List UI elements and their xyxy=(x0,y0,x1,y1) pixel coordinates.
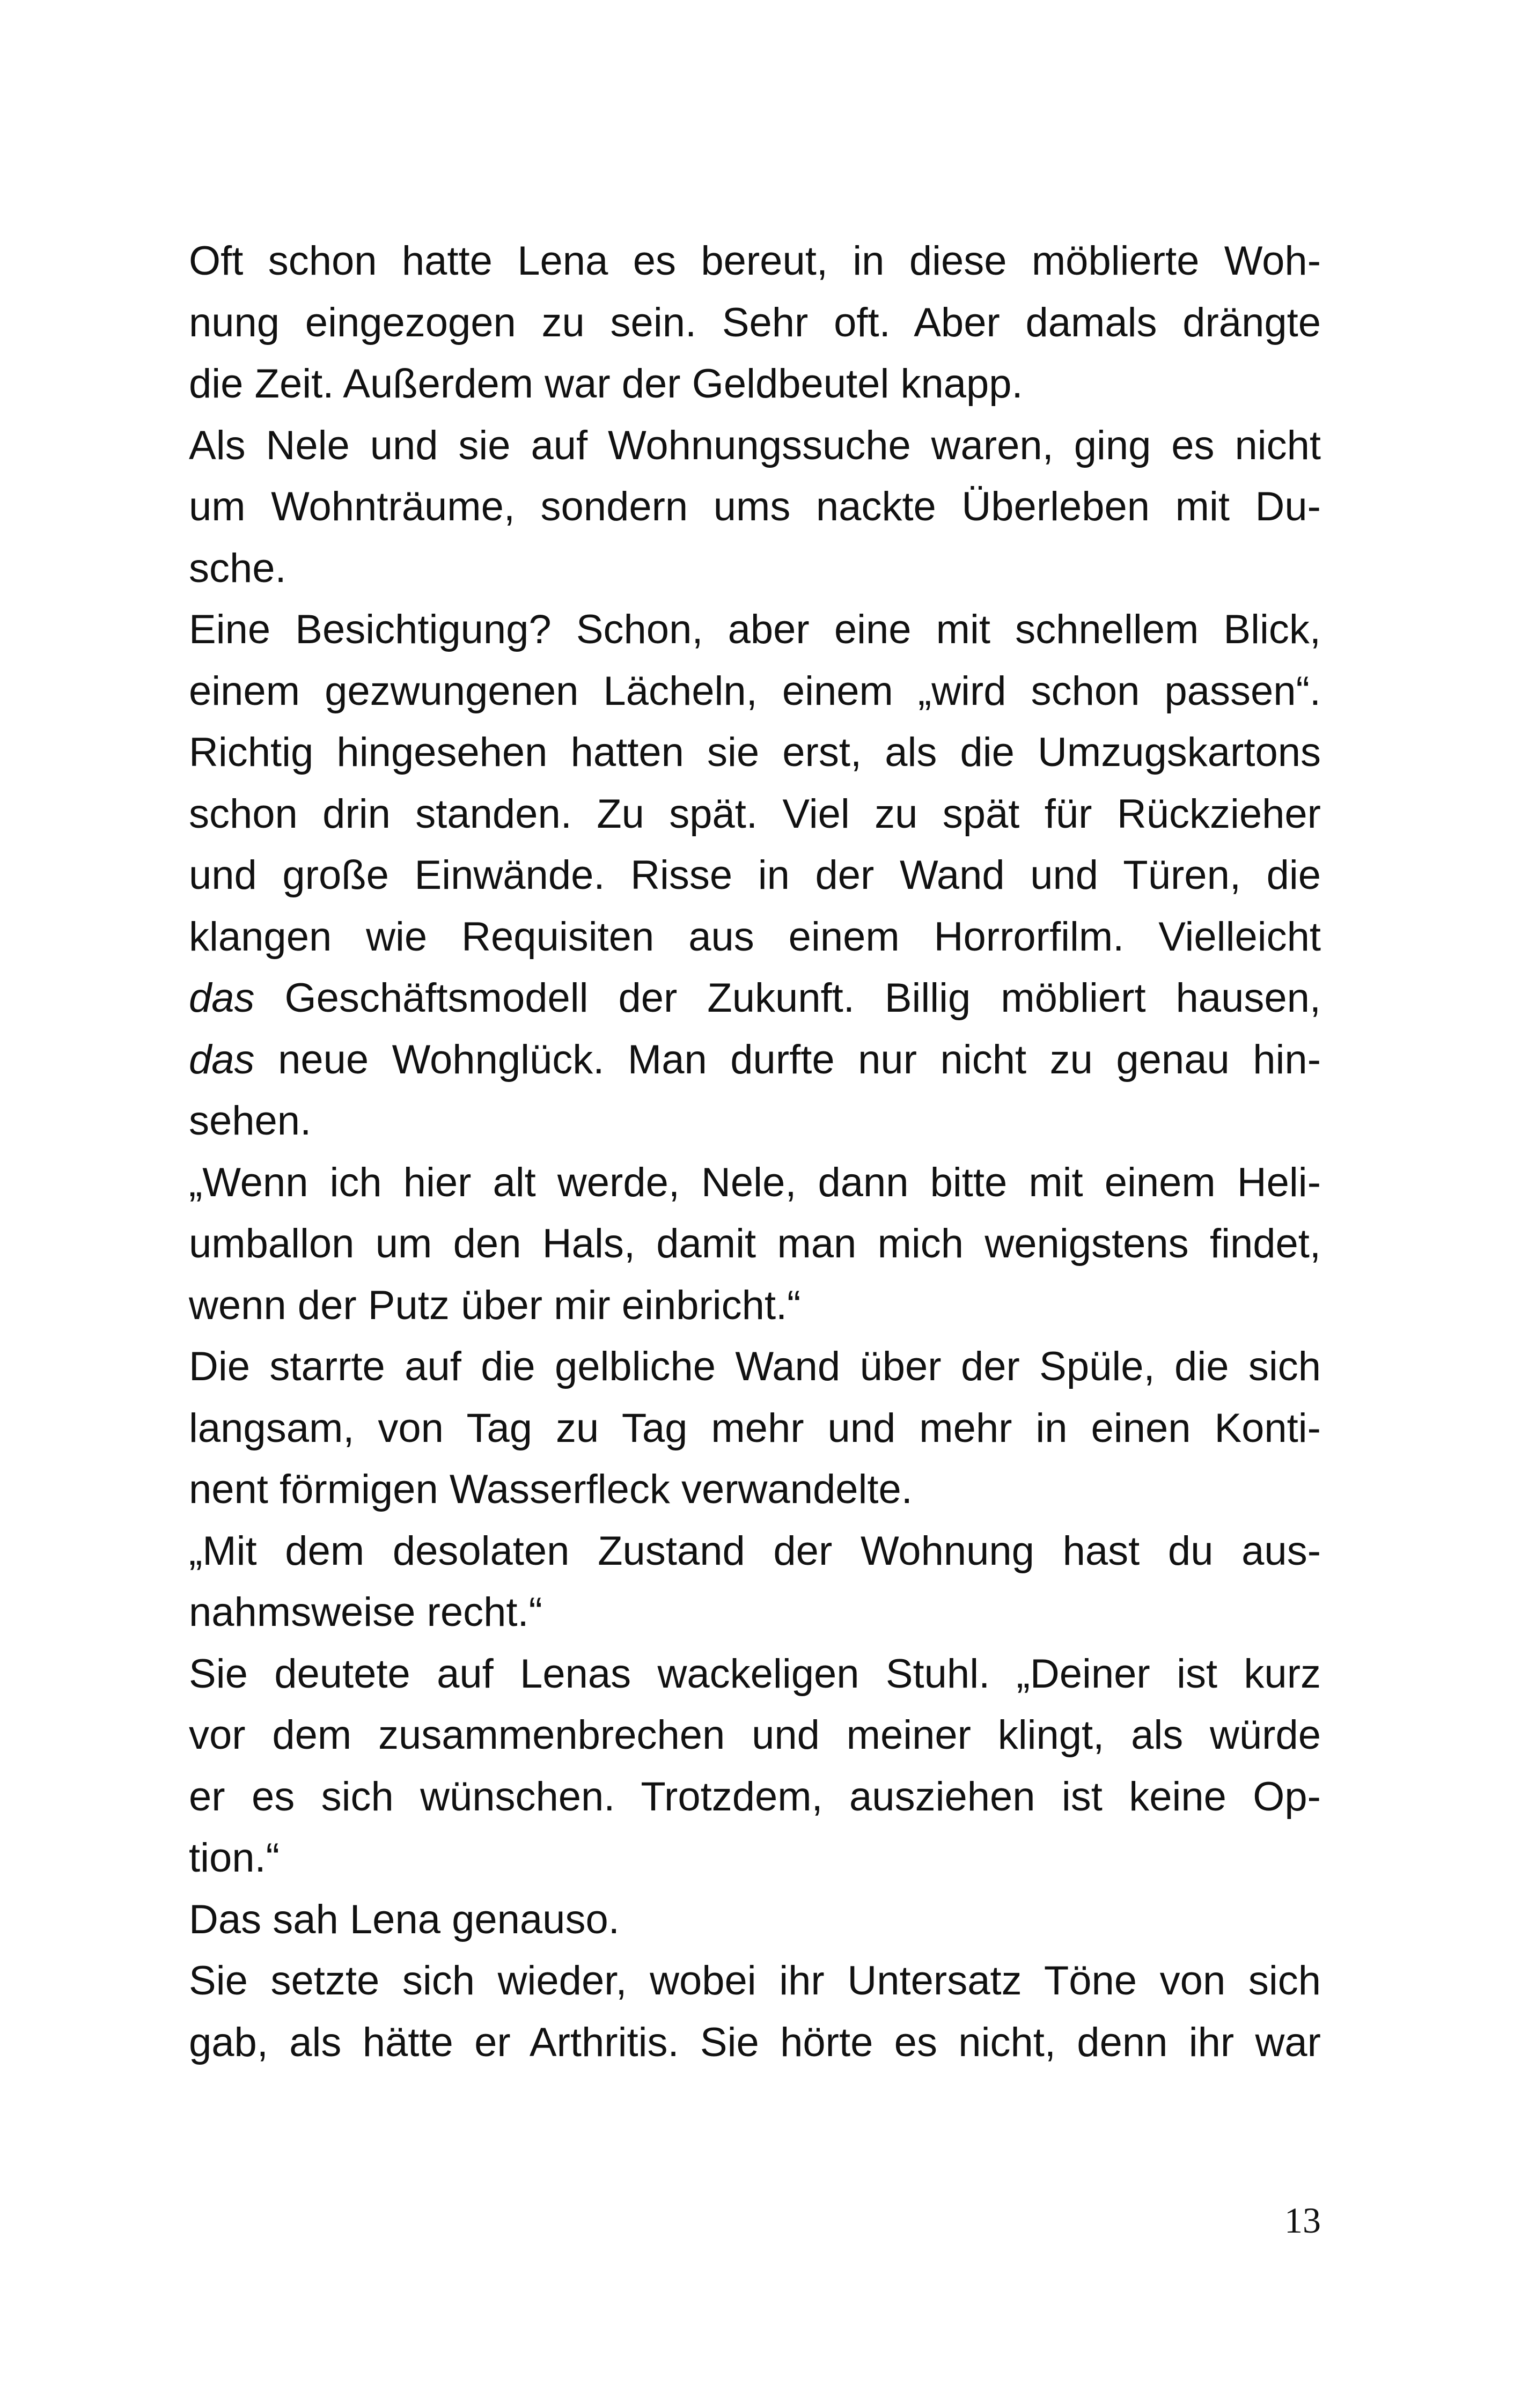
text-segment: Geschäftsmodell der Zukunft. Billig möbliert hausen, xyxy=(254,975,1321,1021)
text-segment: nent förmigen Wasserfleck verwandelte. xyxy=(189,1467,913,1512)
text-line xyxy=(189,1091,1321,1152)
text-segment: gab, als hätte er Arthritis. Sie hörte es nicht, denn ihr war xyxy=(189,2019,1321,2065)
text-segment: Oft schon hatte Lena es bereut, in diese möblierte Woh- xyxy=(189,238,1321,284)
text-segment: einem gezwungenen Lächeln, einem „wird schon passen“. xyxy=(189,668,1321,714)
text-line xyxy=(189,1828,1321,1889)
text-segment: Das sah Lena genauso. xyxy=(189,1896,620,1942)
text-segment: schon drin standen. Zu spät. Viel zu spät für Rückzieher xyxy=(189,791,1321,837)
text-line xyxy=(189,231,1321,292)
text-line xyxy=(189,968,1321,1029)
text-line xyxy=(189,722,1321,784)
text-segment: Als Nele und sie auf Wohnungssuche waren, ging es nicht xyxy=(189,422,1321,468)
text-line xyxy=(189,1275,1321,1337)
text-segment: wenn der Putz über mir einbricht.“ xyxy=(189,1282,801,1328)
text-line xyxy=(189,1459,1321,1521)
text-line xyxy=(189,1644,1321,1705)
text-segment: Richtig hingesehen hatten sie erst, als die Umzugskartons xyxy=(189,730,1321,775)
text-line xyxy=(189,1889,1321,1951)
text-line xyxy=(189,1521,1321,1582)
text-line xyxy=(189,1766,1321,1828)
text-line xyxy=(189,476,1321,538)
text-segment: Sie deutete auf Lenas wackeligen Stuhl. „Deiner ist kurz xyxy=(189,1651,1321,1697)
body-text xyxy=(189,231,1321,2073)
text-line xyxy=(189,354,1321,415)
text-segment: umballon um den Hals, damit man mich wenigstens findet, xyxy=(189,1221,1321,1266)
text-line xyxy=(189,1336,1321,1398)
text-segment: neue Wohnglück. Man durfte nur nicht zu genau hin- xyxy=(254,1036,1321,1083)
page-number: 13 xyxy=(1284,2200,1321,2241)
text-segment: nung eingezogen zu sein. Sehr oft. Aber damals drängte xyxy=(189,299,1321,345)
text-line xyxy=(189,907,1321,968)
text-line xyxy=(189,1950,1321,2012)
text-segment: „Wenn ich hier alt werde, Nele, dann bitte mit einem Heli- xyxy=(189,1159,1321,1205)
text-line xyxy=(189,2012,1321,2074)
text-line xyxy=(189,1029,1321,1091)
text-line xyxy=(189,1213,1321,1275)
text-segment: vor dem zusammenbrechen und meiner klingt, als würde xyxy=(189,1712,1321,1758)
text-segment: sehen. xyxy=(189,1098,312,1144)
text-line xyxy=(189,1582,1321,1644)
text-line xyxy=(189,784,1321,845)
text-line xyxy=(189,845,1321,907)
text-segment: und große Einwände. Risse in der Wand und Türen, die xyxy=(189,852,1321,898)
text-line xyxy=(189,538,1321,600)
text-line xyxy=(189,661,1321,723)
text-segment: Die starrte auf die gelbliche Wand über der Spüle, die sich xyxy=(189,1344,1321,1389)
text-line xyxy=(189,1398,1321,1460)
text-line xyxy=(189,292,1321,354)
text-segment: die Zeit. Außerdem war der Geldbeutel knapp. xyxy=(189,361,1023,407)
text-segment: Eine Besichtigung? Schon, aber eine mit schnellem Blick, xyxy=(189,607,1321,652)
text-segment: sche. xyxy=(189,545,286,591)
text-line xyxy=(189,1152,1321,1214)
text-segment: tion.“ xyxy=(189,1835,280,1881)
text-segment: Sie setzte sich wieder, wobei ihr Untersatz Töne von sich xyxy=(189,1958,1321,2004)
italic-text: das xyxy=(189,975,255,1021)
text-line xyxy=(189,415,1321,477)
text-segment: klangen wie Requisiten aus einem Horrorfilm. Vielleicht xyxy=(189,914,1321,960)
text-line xyxy=(189,1705,1321,1766)
text-segment: er es sich wünschen. Trotzdem, ausziehen ist keine Op- xyxy=(189,1773,1321,1820)
text-line xyxy=(189,599,1321,661)
italic-text: das xyxy=(189,1036,255,1083)
text-segment: „Mit dem desolaten Zustand der Wohnung hast du aus- xyxy=(189,1528,1321,1574)
text-segment: nahmsweise recht.“ xyxy=(189,1589,542,1635)
text-segment: langsam, von Tag zu Tag mehr und mehr in einen Konti- xyxy=(189,1405,1321,1451)
text-segment: um Wohnträume, sondern ums nackte Überleben mit Du- xyxy=(189,484,1321,529)
